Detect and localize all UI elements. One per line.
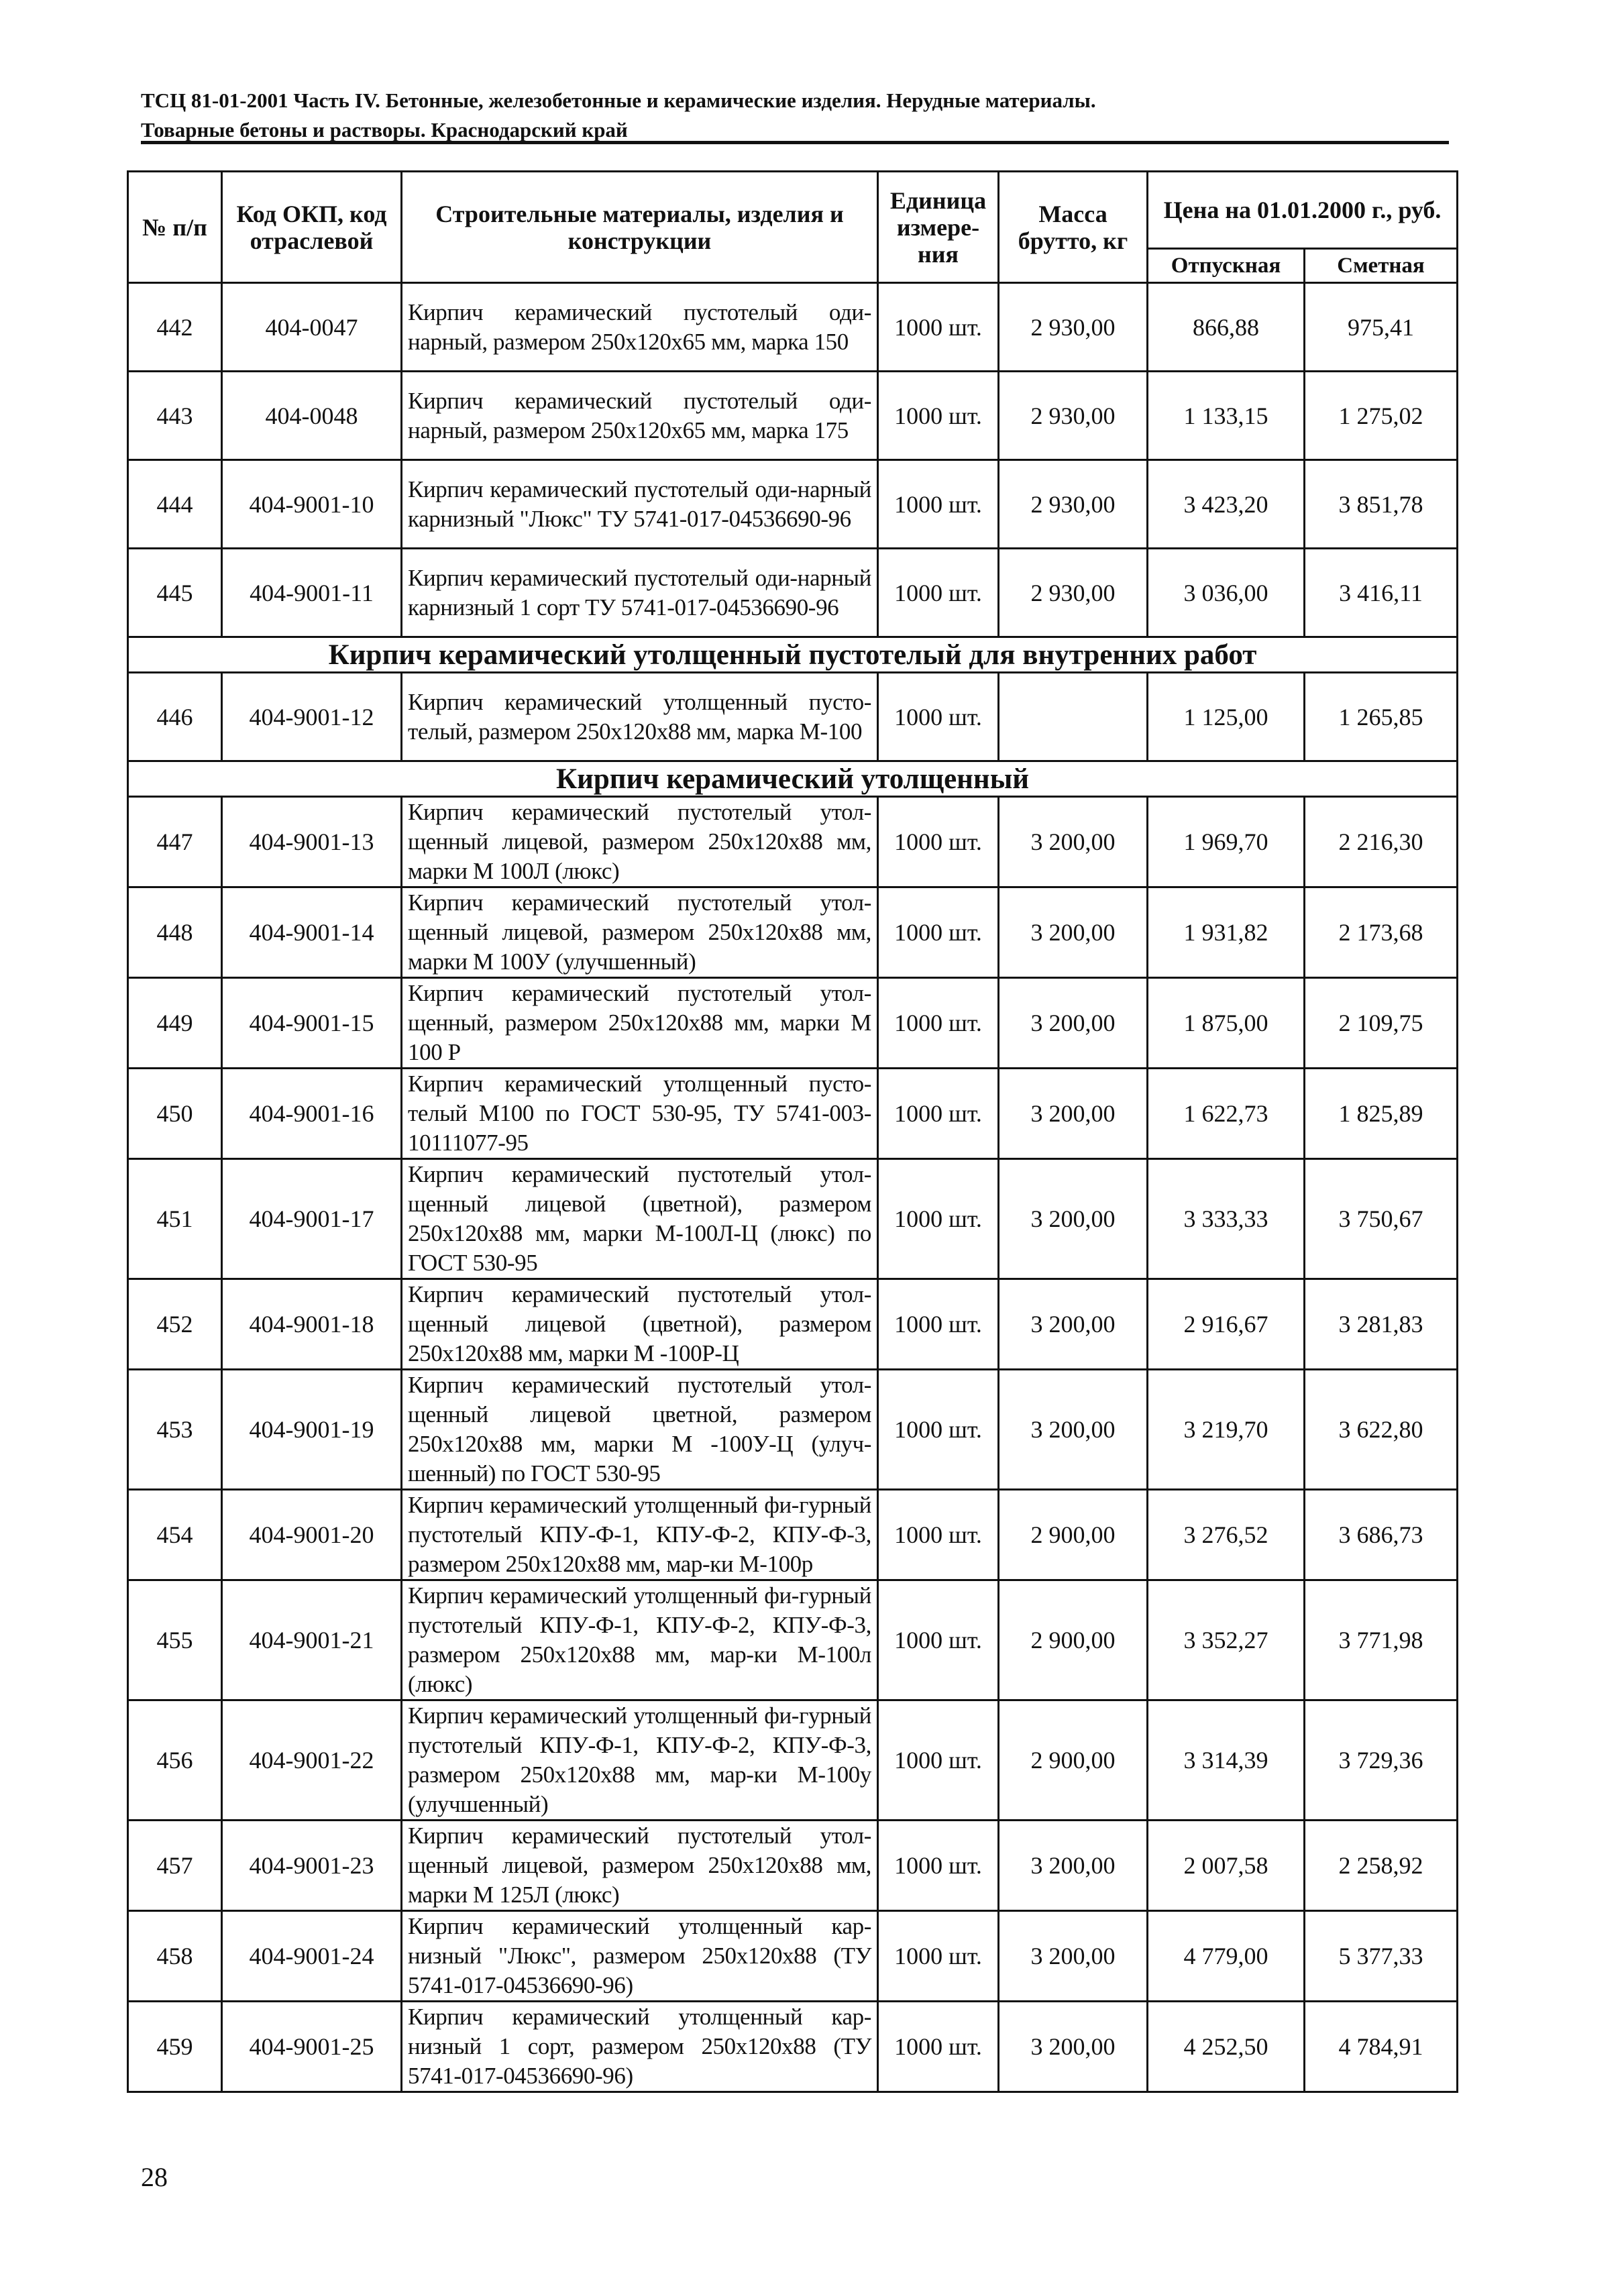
cell-num: 457 xyxy=(128,1821,222,1911)
section-row xyxy=(128,637,1458,673)
cell-num: 445 xyxy=(128,549,222,637)
cell-code: 404-9001-16 xyxy=(222,1069,402,1159)
cell-code: 404-9001-17 xyxy=(222,1159,402,1279)
cell-num: 443 xyxy=(128,372,222,460)
cell-sale: 1 622,73 xyxy=(1148,1069,1305,1159)
cell-est: 3 686,73 xyxy=(1305,1490,1458,1580)
cell-code: 404-9001-25 xyxy=(222,2002,402,2092)
cell-sale: 1 875,00 xyxy=(1148,978,1305,1069)
header-rule xyxy=(141,141,1449,144)
cell-mass: 2 900,00 xyxy=(999,1580,1148,1700)
cell-sale: 1 133,15 xyxy=(1148,372,1305,460)
cell-mass: 3 200,00 xyxy=(999,1159,1148,1279)
cell-mass: 2 930,00 xyxy=(999,283,1148,372)
cell-desc: Кирпич керамический утолщенный кар-низный "Люкс", размером 250х120х88 (ТУ 5741-017-04536690-96) xyxy=(402,1911,878,2002)
cell-code: 404-9001-10 xyxy=(222,460,402,549)
cell-unit: 1000 шт. xyxy=(878,549,999,637)
cell-num: 448 xyxy=(128,887,222,978)
page-header xyxy=(141,86,1449,145)
cell-desc: Кирпич керамический пустотелый утол-щенный лицевой цветной, размером 250х120х88 мм, марки М -100У-Ц (улуч-шенный) по ГОСТ 530-95 xyxy=(402,1370,878,1490)
cell-unit: 1000 шт. xyxy=(878,1370,999,1490)
cell-desc: Кирпич керамический пустотелый оди-нарный, размером 250х120х65 мм, марка 175 xyxy=(402,372,878,460)
cell-mass: 2 930,00 xyxy=(999,372,1148,460)
cell-est: 3 851,78 xyxy=(1305,460,1458,549)
table-body xyxy=(128,283,1458,2092)
cell-sale: 3 036,00 xyxy=(1148,549,1305,637)
cell-est: 2 258,92 xyxy=(1305,1821,1458,1911)
table-row xyxy=(128,1069,1458,1159)
cell-mass: 3 200,00 xyxy=(999,1370,1148,1490)
cell-sale: 3 352,27 xyxy=(1148,1580,1305,1700)
cell-unit: 1000 шт. xyxy=(878,1069,999,1159)
cell-est: 4 784,91 xyxy=(1305,2002,1458,2092)
cell-desc: Кирпич керамический утолщенный кар-низный 1 сорт, размером 250х120х88 (ТУ 5741-017-04536690-96) xyxy=(402,2002,878,2092)
cell-est: 2 216,30 xyxy=(1305,797,1458,887)
table-row xyxy=(128,1580,1458,1700)
header-line-1: ТСЦ 81-01-2001 Часть IV. Бетонные, железобетонные и керамические изделия. Нерудные материалы. xyxy=(141,89,1096,112)
col-header-mass: Масса брутто, кг xyxy=(999,172,1148,283)
cell-desc: Кирпич керамический утолщенный пусто-телый М100 по ГОСТ 530-95, ТУ 5741-003-10111077-95 xyxy=(402,1069,878,1159)
cell-desc: Кирпич керамический пустотелый утол-щенный лицевой, размером 250х120х88 мм, марки М 100Л (люкс) xyxy=(402,797,878,887)
cell-num: 449 xyxy=(128,978,222,1069)
cell-mass: 2 900,00 xyxy=(999,1490,1148,1580)
table-row xyxy=(128,2002,1458,2092)
cell-unit: 1000 шт. xyxy=(878,1700,999,1821)
cell-code: 404-9001-14 xyxy=(222,887,402,978)
cell-unit: 1000 шт. xyxy=(878,1821,999,1911)
section-title: Кирпич керамический утолщенный пустотелый для внутренних работ xyxy=(128,637,1458,673)
cell-unit: 1000 шт. xyxy=(878,887,999,978)
cell-desc: Кирпич керамический пустотелый оди-нарный карнизный 1 сорт ТУ 5741-017-04536690-96 xyxy=(402,549,878,637)
cell-code: 404-0048 xyxy=(222,372,402,460)
cell-est: 5 377,33 xyxy=(1305,1911,1458,2002)
cell-unit: 1000 шт. xyxy=(878,460,999,549)
col-header-price-group: Цена на 01.01.2000 г., руб. xyxy=(1148,172,1458,249)
cell-unit: 1000 шт. xyxy=(878,2002,999,2092)
section-title: Кирпич керамический утолщенный xyxy=(128,761,1458,797)
cell-num: 446 xyxy=(128,673,222,761)
page-number: 28 xyxy=(141,2162,168,2192)
table-row xyxy=(128,1911,1458,2002)
col-header-code: Код ОКП, код отраслевой xyxy=(222,172,402,283)
cell-code: 404-9001-18 xyxy=(222,1279,402,1370)
col-header-num: № п/п xyxy=(128,172,222,283)
cell-unit: 1000 шт. xyxy=(878,1159,999,1279)
cell-mass xyxy=(999,673,1148,761)
cell-sale: 1 125,00 xyxy=(1148,673,1305,761)
cell-unit: 1000 шт. xyxy=(878,1580,999,1700)
cell-num: 459 xyxy=(128,2002,222,2092)
cell-num: 454 xyxy=(128,1490,222,1580)
cell-est: 3 281,83 xyxy=(1305,1279,1458,1370)
table-row xyxy=(128,797,1458,887)
cell-sale: 4 252,50 xyxy=(1148,2002,1305,2092)
cell-code: 404-9001-22 xyxy=(222,1700,402,1821)
header-line-2: Товарные бетоны и растворы. Краснодарский край xyxy=(141,118,628,142)
cell-est: 3 750,67 xyxy=(1305,1159,1458,1279)
cell-mass: 3 200,00 xyxy=(999,1069,1148,1159)
cell-sale: 1 931,82 xyxy=(1148,887,1305,978)
cell-desc: Кирпич керамический пустотелый утол-щенный, размером 250х120х88 мм, марки М 100 Р xyxy=(402,978,878,1069)
cell-mass: 3 200,00 xyxy=(999,1821,1148,1911)
cell-est: 3 771,98 xyxy=(1305,1580,1458,1700)
table-row xyxy=(128,1700,1458,1821)
cell-code: 404-9001-19 xyxy=(222,1370,402,1490)
cell-est: 3 622,80 xyxy=(1305,1370,1458,1490)
table-row xyxy=(128,673,1458,761)
cell-sale: 866,88 xyxy=(1148,283,1305,372)
cell-desc: Кирпич керамический пустотелый утол-щенный лицевой, размером 250х120х88 мм, марки М 125Л (люкс) xyxy=(402,1821,878,1911)
cell-unit: 1000 шт. xyxy=(878,797,999,887)
table-row xyxy=(128,372,1458,460)
col-header-price-est: Сметная xyxy=(1305,249,1458,283)
cell-desc: Кирпич керамический пустотелый утол-щенный лицевой (цветной), размером 250х120х88 мм, марки М -100Р-Ц xyxy=(402,1279,878,1370)
col-header-desc: Строительные материалы, изделия и конструкции xyxy=(402,172,878,283)
cell-num: 447 xyxy=(128,797,222,887)
table-row xyxy=(128,1370,1458,1490)
cell-unit: 1000 шт. xyxy=(878,1911,999,2002)
cell-mass: 3 200,00 xyxy=(999,1911,1148,2002)
table-row xyxy=(128,549,1458,637)
cell-sale: 1 969,70 xyxy=(1148,797,1305,887)
cell-mass: 3 200,00 xyxy=(999,2002,1148,2092)
table-row xyxy=(128,1821,1458,1911)
cell-code: 404-9001-12 xyxy=(222,673,402,761)
cell-num: 444 xyxy=(128,460,222,549)
cell-desc: Кирпич керамический утолщенный фи-гурный пустотелый КПУ-Ф-1, КПУ-Ф-2, КПУ-Ф-3, размером 250х120х88 мм, мар-ки М-100р xyxy=(402,1490,878,1580)
table-row xyxy=(128,460,1458,549)
cell-unit: 1000 шт. xyxy=(878,673,999,761)
cell-mass: 3 200,00 xyxy=(999,978,1148,1069)
table-row xyxy=(128,1279,1458,1370)
cell-unit: 1000 шт. xyxy=(878,1279,999,1370)
cell-code: 404-0047 xyxy=(222,283,402,372)
section-row xyxy=(128,761,1458,797)
cell-est: 2 173,68 xyxy=(1305,887,1458,978)
cell-mass: 3 200,00 xyxy=(999,887,1148,978)
table-row xyxy=(128,1159,1458,1279)
cell-desc: Кирпич керамический пустотелый оди-нарный, размером 250х120х65 мм, марка 150 xyxy=(402,283,878,372)
cell-num: 442 xyxy=(128,283,222,372)
cell-mass: 3 200,00 xyxy=(999,1279,1148,1370)
cell-sale: 4 779,00 xyxy=(1148,1911,1305,2002)
cell-unit: 1000 шт. xyxy=(878,372,999,460)
price-table xyxy=(127,170,1458,2093)
cell-num: 456 xyxy=(128,1700,222,1821)
cell-est: 1 265,85 xyxy=(1305,673,1458,761)
cell-est: 1 275,02 xyxy=(1305,372,1458,460)
cell-code: 404-9001-11 xyxy=(222,549,402,637)
cell-desc: Кирпич керамический утолщенный фи-гурный пустотелый КПУ-Ф-1, КПУ-Ф-2, КПУ-Ф-3, размером 250х120х88 мм, мар-ки М-100у (улучшенный) xyxy=(402,1700,878,1821)
cell-code: 404-9001-15 xyxy=(222,978,402,1069)
cell-mass: 2 900,00 xyxy=(999,1700,1148,1821)
cell-code: 404-9001-23 xyxy=(222,1821,402,1911)
table-row xyxy=(128,978,1458,1069)
col-header-unit: Единица измере-ния xyxy=(878,172,999,283)
cell-est: 1 825,89 xyxy=(1305,1069,1458,1159)
cell-sale: 2 007,58 xyxy=(1148,1821,1305,1911)
cell-desc: Кирпич керамический пустотелый оди-нарный карнизный "Люкс" ТУ 5741-017-04536690-96 xyxy=(402,460,878,549)
cell-sale: 3 276,52 xyxy=(1148,1490,1305,1580)
table-row xyxy=(128,283,1458,372)
cell-num: 455 xyxy=(128,1580,222,1700)
cell-num: 452 xyxy=(128,1279,222,1370)
cell-unit: 1000 шт. xyxy=(878,1490,999,1580)
cell-mass: 2 930,00 xyxy=(999,460,1148,549)
cell-est: 2 109,75 xyxy=(1305,978,1458,1069)
cell-code: 404-9001-24 xyxy=(222,1911,402,2002)
col-header-price-sale: Отпускная xyxy=(1148,249,1305,283)
cell-code: 404-9001-13 xyxy=(222,797,402,887)
cell-num: 450 xyxy=(128,1069,222,1159)
cell-desc: Кирпич керамический утолщенный фи-гурный пустотелый КПУ-Ф-1, КПУ-Ф-2, КПУ-Ф-3, размером 250х120х88 мм, мар-ки М-100л (люкс) xyxy=(402,1580,878,1700)
cell-num: 453 xyxy=(128,1370,222,1490)
table-row xyxy=(128,887,1458,978)
cell-est: 975,41 xyxy=(1305,283,1458,372)
cell-est: 3 416,11 xyxy=(1305,549,1458,637)
cell-num: 451 xyxy=(128,1159,222,1279)
cell-est: 3 729,36 xyxy=(1305,1700,1458,1821)
cell-desc: Кирпич керамический пустотелый утол-щенный лицевой (цветной), размером 250х120х88 мм, марки М-100Л-Ц (люкс) по ГОСТ 530-95 xyxy=(402,1159,878,1279)
cell-unit: 1000 шт. xyxy=(878,283,999,372)
cell-sale: 3 423,20 xyxy=(1148,460,1305,549)
cell-desc: Кирпич керамический утолщенный пусто-телый, размером 250х120х88 мм, марка М-100 xyxy=(402,673,878,761)
cell-sale: 3 219,70 xyxy=(1148,1370,1305,1490)
cell-sale: 2 916,67 xyxy=(1148,1279,1305,1370)
cell-sale: 3 314,39 xyxy=(1148,1700,1305,1821)
cell-unit: 1000 шт. xyxy=(878,978,999,1069)
cell-code: 404-9001-20 xyxy=(222,1490,402,1580)
cell-code: 404-9001-21 xyxy=(222,1580,402,1700)
cell-mass: 2 930,00 xyxy=(999,549,1148,637)
cell-mass: 3 200,00 xyxy=(999,797,1148,887)
cell-desc: Кирпич керамический пустотелый утол-щенный лицевой, размером 250х120х88 мм, марки М 100У (улучшенный) xyxy=(402,887,878,978)
cell-sale: 3 333,33 xyxy=(1148,1159,1305,1279)
table-row xyxy=(128,1490,1458,1580)
cell-num: 458 xyxy=(128,1911,222,2002)
